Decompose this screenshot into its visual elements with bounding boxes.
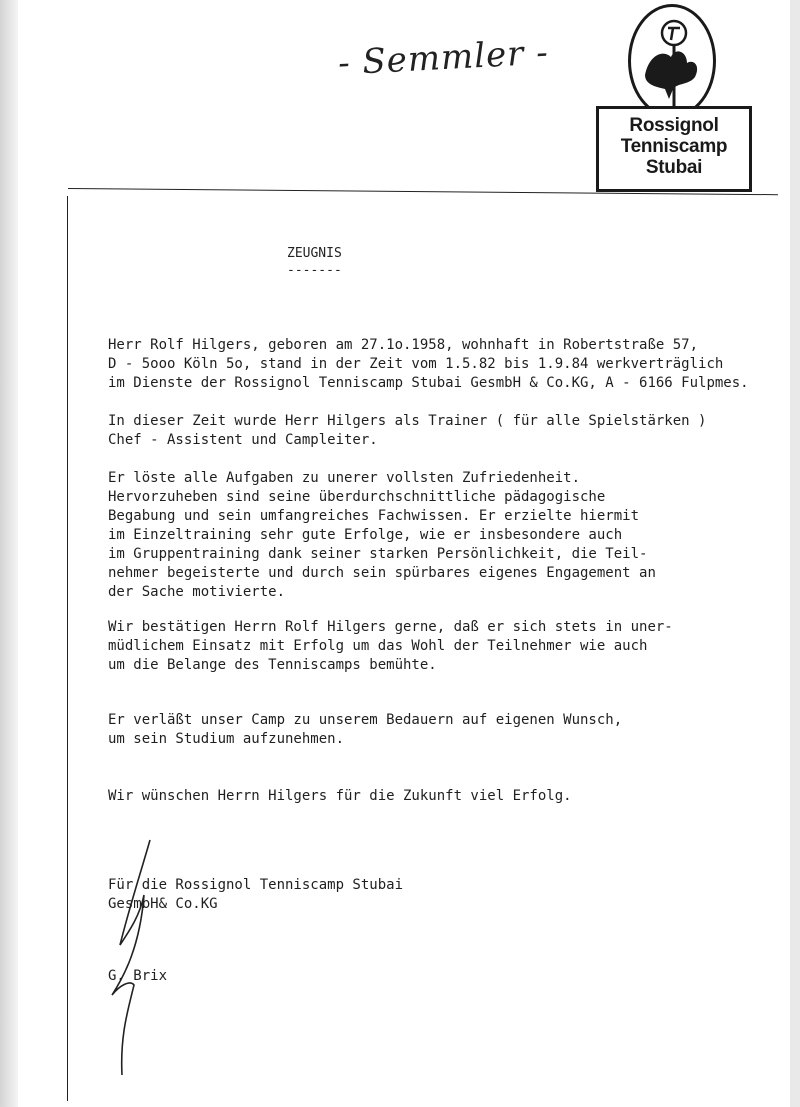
handwritten-signature [100,835,170,1089]
title-underline: ------- [287,263,342,278]
logo-wordmark-box [596,106,752,192]
logo-line-1: Rossignol [629,115,719,136]
paragraph-commitment: Wir bestätigen Herrn Rolf Hilgers gerne, daß er sich stets in uner- müdlichem Einsatz mit Erfolg um das Wohl der Teilnehmer wie auch um die Belange des Tenniscamps bemühte. [108,619,673,673]
handwritten-note: - Semmler - [337,32,550,84]
rooster-tennis-emblem-icon [631,7,713,115]
signer-name: G. Brix [108,968,168,984]
company-logo [596,2,752,190]
logo-wordmark [599,115,749,178]
scan-shadow-edge [0,0,18,1107]
logo-emblem [628,4,716,118]
logo-line-2: Tenniscamp [620,136,728,157]
logo-line-3: Stubai [645,157,703,178]
signature-scribble-icon [100,835,170,1085]
frame-left-rule [67,196,68,1101]
paragraph-employment: Herr Rolf Hilgers, geboren am 27.1o.1958, wohnhaft in Robertstraße 57, D - 5ooo Köln 5o, stand in der Zeit vom 1.5.82 bis 1.9.84 werkverträglich im Dienste der Rossignol Tenniscamp Stubai GesmbH & Co.KG, A - 6166 Fulpmes. [108,337,749,391]
paragraph-departure: Er verläßt unser Camp zu unserem Bedauern auf eigenen Wunsch, um sein Studium aufzunehmen. [108,712,623,747]
paragraph-signature-company: Für die Rossignol Tenniscamp Stubai GesmbH& Co.KG [108,877,404,912]
document-title: ZEUGNIS [287,246,342,261]
paragraph-wishes: Wir wünschen Herrn Hilgers für die Zukunft viel Erfolg. [108,788,572,804]
paragraph-role: In dieser Zeit wurde Herr Hilgers als Trainer ( für alle Spielstärken ) Chef - Assistent und Campleiter. [108,413,707,448]
paragraph-performance: Er löste alle Aufgaben zu unerer vollsten Zufriedenheit. Hervorzuheben sind seine überdurchschnittliche pädagogische Begabung und sein umfangreiches Fachwissen. Er erzielte hiermit im Einzeltraining sehr gute Erfolge, wie er insbesondere auch im Gruppentraining dank seiner starken Persönlichkeit, die Teil- nehmer begeisterte und durch sein spürbares eigenes Engagement an der Sache motivierte. [108,470,656,600]
